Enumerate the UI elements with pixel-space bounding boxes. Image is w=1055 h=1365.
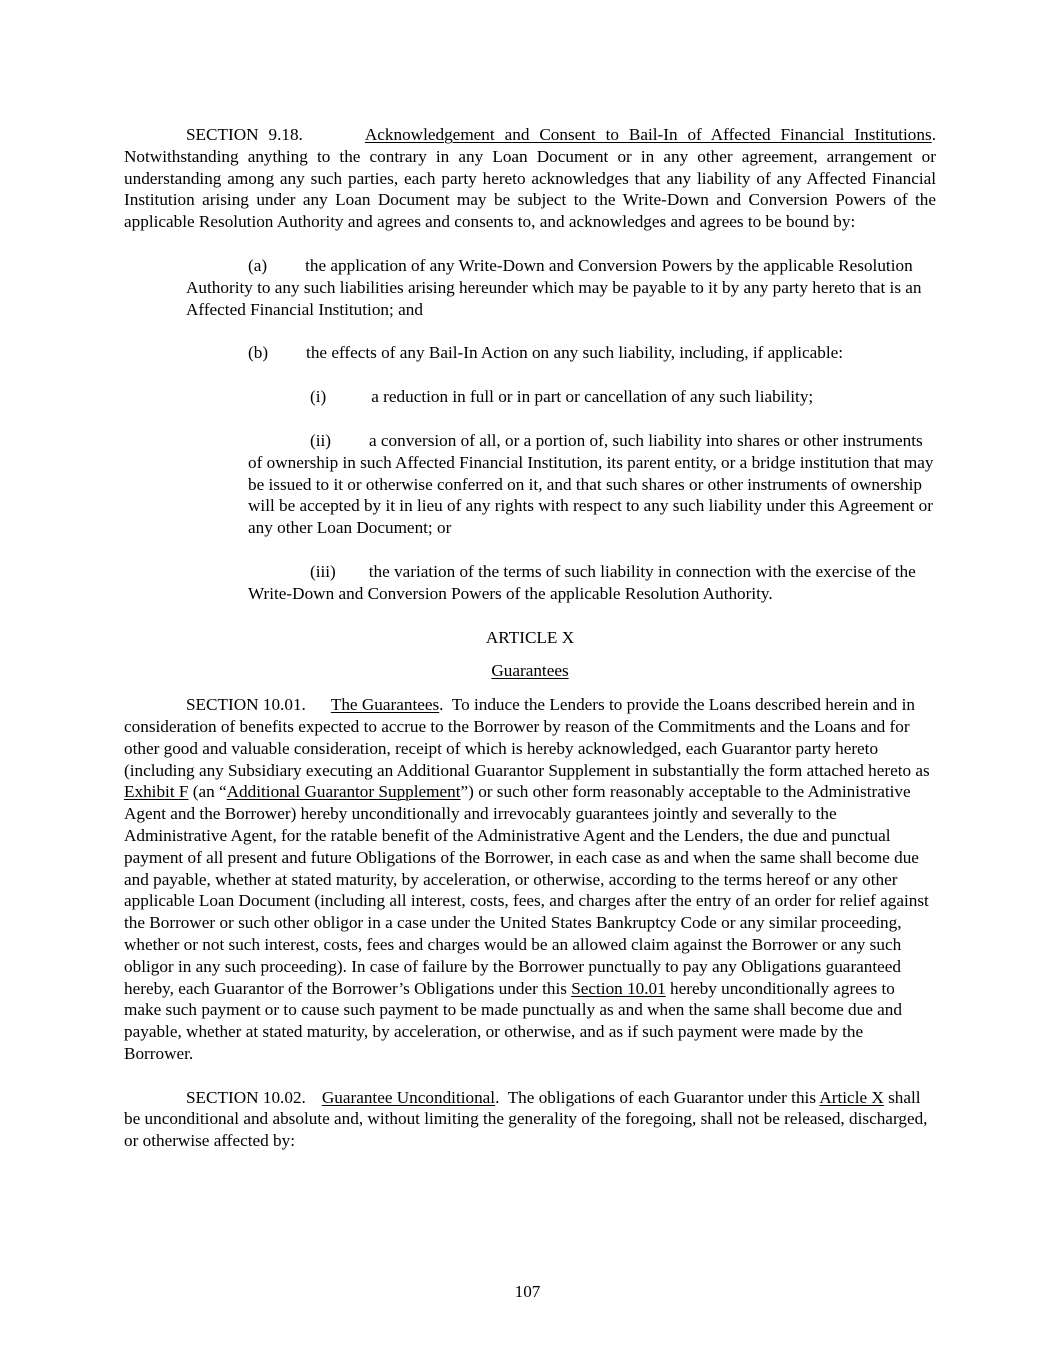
- clause-label: (b): [248, 343, 269, 363]
- section-label: SECTION 10.01.: [186, 695, 306, 715]
- article-title: ARTICLE X: [485, 627, 575, 647]
- clause-text: the effects of any Bail-In Action on any such liability, including, if applicable:: [306, 343, 844, 363]
- section-heading: Acknowledgement and Consent to Bail-In of Affected Financial Institutions: [364, 125, 932, 144]
- page-number: 107: [514, 1282, 541, 1301]
- section-10-01: SECTION 10.01. The Guarantees. To induce the Lenders to provide the Loans described herein and in consideration of benefits expected to accrue to the Borrower by reason of the Commitments and the Loans and for other good and valuable consideration, receipt of which is hereby acknowledged, each Guarantor party hereto (including any Subsidiary executing an Additional Guarantor Supplement in substantially the form attached hereto as Exhibit F (an “Additional Guarantor Supplement”) or such other form reasonably acceptable to the Administrative Agent and the Borrower) hereby unconditionally and irrevocably guarantees jointly and severally to the Administrative Agent, for the ratable benefit of the Administrative Agent and the Lenders, the due and punctual payment of all present and future Obligations of the Borrower, in each case as and when the same shall become due and payable, whether at stated maturity, by acceleration, or otherwise, according to the terms hereof or any other applicable Loan Document (including all interest, costs, fees, and charges after the entry of an order for relief against the Borrower or such other obligor in a case under the United States Bankruptcy Code or any similar proceeding, whether or not such interest, costs, fees and charges would be an allowed claim against the Borrower or any such obligor in any such proceeding). In case of failure by the Borrower punctually to pay any Obligations guaranteed hereby, each Guarantor of the Borrower’s Obligations under this Section 10.01 hereby unconditionally agrees to make such payment or to cause such payment to be made punctually as and when the same shall become due and payable, whether at stated maturity, by acceleration, or otherwise, and as if such payment were made by the Borrower.: [124, 695, 930, 1063]
- clause-label: (ii): [310, 430, 331, 450]
- section-9-18: SECTION 9.18. Acknowledgement and Consent to Bail-In of Affected Financial Institutions. Notwithstanding anything to the contrary in any Loan Document or in any other agreement, arrangement or understanding among any such parties, each party hereto acknowledges that any liability of any Affected Financial Institution arising under any Loan Document may be subject to the Write-Down and Conversion Powers of the applicable Resolution Authority and agrees and consents to, and acknowledges and agrees to be bound by:: [124, 125, 936, 232]
- section-heading: Guarantee Unconditional: [321, 1087, 496, 1107]
- section-10-02: SECTION 10.02. Guarantee Unconditional. The obligations of each Guarantor under this Article X shall be unconditional and absolute and, without limiting the generality of the foregoing, shall not be released, discharged, or otherwise affected by:: [124, 1087, 928, 1151]
- clause-a: [186, 255, 936, 320]
- section-ref[interactable]: Section 10.01: [571, 978, 666, 998]
- clause-iii: [248, 561, 936, 605]
- clause-label: (i): [310, 387, 327, 407]
- clause-text: a conversion of all, or a portion of, such liability into shares or other instruments of ownership in such Affected Financial Institution, its parent entity, or a bridge institution that may be issued to it or otherwise conferred on it, and that such shares or other instruments of ownership will be accepted by it in lieu of any rights with respect to any such liability under this Agreement or any other Loan Document; or: [248, 430, 934, 538]
- article-ref[interactable]: Article X: [819, 1087, 884, 1107]
- clause-b: [248, 342, 936, 364]
- section-label: SECTION 9.18.: [186, 125, 303, 144]
- clause-ii: [248, 430, 936, 539]
- section-heading: The Guarantees: [330, 695, 440, 715]
- section-body: Notwithstanding anything to the contrary in any Loan Document or in any other agreement, arrangement or understanding among any such parties, each party hereto acknowledges that any liability of any Affected Financial Institution arising under any Loan Document may be subject to the Write-Down and Conversion Powers of the applicable Resolution Authority and agrees and consents to, and acknowledges and agrees to be bound by:: [124, 146, 936, 232]
- exhibit-ref[interactable]: Exhibit F: [124, 782, 189, 802]
- clause-text: the variation of the terms of such liability in connection with the exercise of the Write-Down and Conversion Powers of the applicable Resolution Authority.: [248, 561, 916, 603]
- defined-term: Additional Guarantor Supplement: [226, 782, 461, 802]
- clause-i: [248, 386, 936, 408]
- clause-text: the application of any Write-Down and Conversion Powers by the applicable Resolution Authority to any such liabilities arising hereunder which may be payable to it by any party hereto that is an Affected Financial Institution; and: [186, 255, 922, 319]
- section-label: SECTION 10.02.: [186, 1087, 306, 1107]
- clause-label: (a): [248, 255, 268, 275]
- clause-label: (iii): [310, 561, 336, 581]
- article-subtitle: Guarantees: [491, 661, 569, 681]
- page-content: [124, 124, 936, 1152]
- clause-text: a reduction in full or in part or cancellation of any such liability;: [371, 387, 814, 407]
